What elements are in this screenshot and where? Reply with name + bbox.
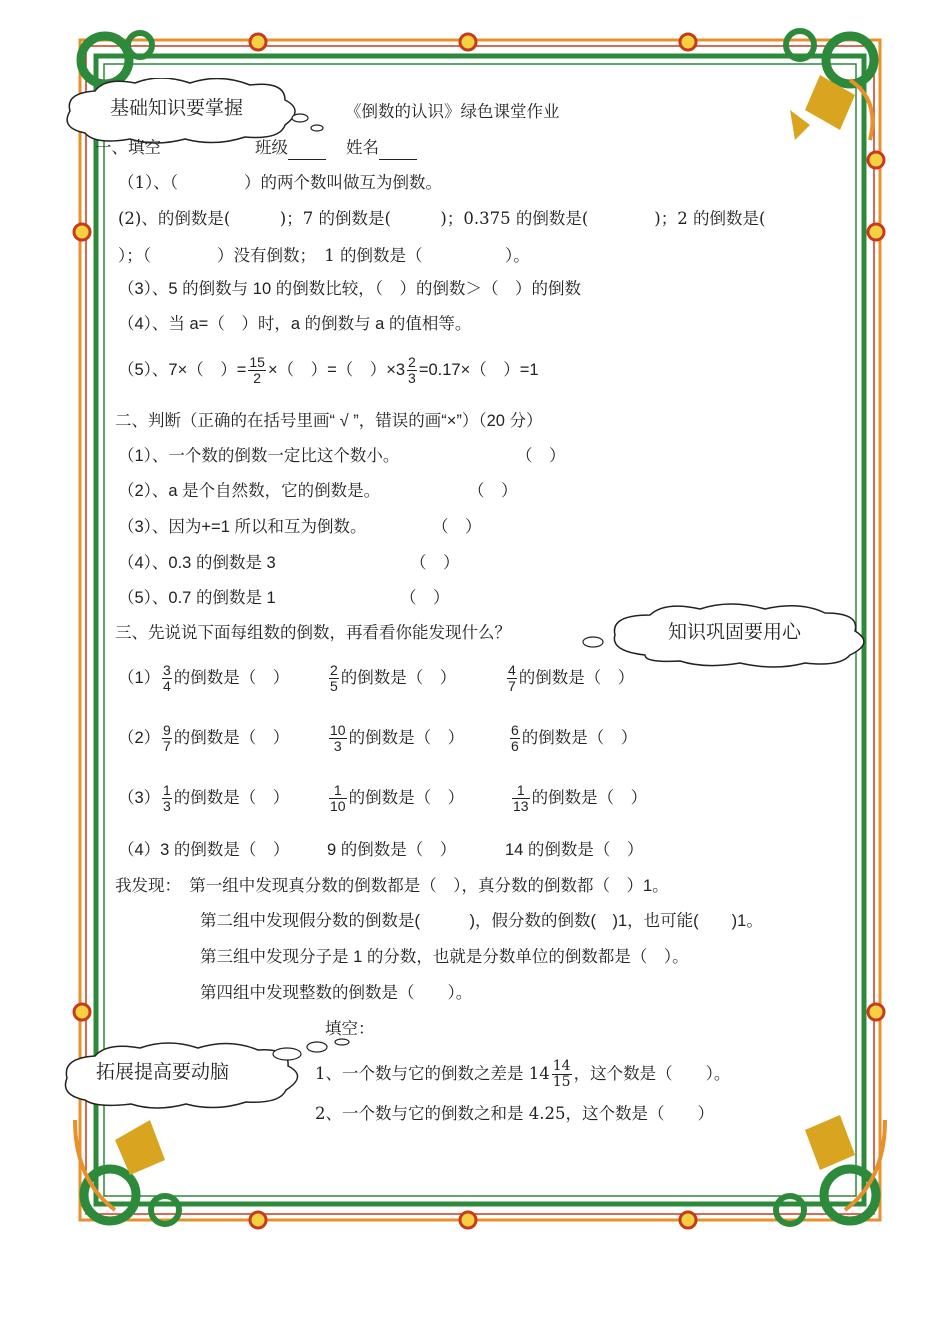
worksheet-title: 《倒数的认识》绿色课堂作业 xyxy=(345,102,560,121)
fraction: $\frac{2}{5}$ xyxy=(330,662,338,695)
fill-q5: （5）、7×（ ）= $\frac{15}{2}$ ×（ ）=（ ）×3 $\frac{2}{3}$ =0.17×（ ）=1 xyxy=(118,354,539,387)
fill-q2-line2: ）；（ ）没有倒数； 1 的倒数是（ ）。 xyxy=(118,246,530,265)
group-row-1: （1） xyxy=(118,669,161,687)
extend-q2: 2、一个数与它的倒数之和是 4.25，这个数是（ ） xyxy=(315,1104,714,1123)
group-item: $\frac{3}{4}$ 的倒数是（ ） xyxy=(163,662,290,695)
group-row-4-a: （4）3 的倒数是（ ） xyxy=(118,841,290,859)
section-judge-title: 二、判断（正确的在括号里画“ √ ”，错误的画“×”）（20 分） xyxy=(115,412,543,430)
fraction: $\frac{1}{3}$ xyxy=(163,782,171,815)
fraction: $\frac{2}{3}$ xyxy=(408,354,416,387)
extend-q1: 1、一个数与它的倒数之差是 14 $\frac{14}{15}$ ，这个数是（ ）。 xyxy=(315,1058,731,1090)
fill-q4: （4）、当 a=（ ）时，a 的倒数与 a 的值相等。 xyxy=(118,315,472,333)
section-groups-title: 三、先说说下面每组数的倒数，再看看你能发现什么？ xyxy=(115,624,511,642)
group-row-4-b: 9 的倒数是（ ） xyxy=(327,841,457,859)
judge-q3: （3）、因为+=1 所以和互为倒数。 xyxy=(118,518,367,536)
fraction: $\frac{4}{7}$ xyxy=(508,662,516,695)
judge-q4: （4）、0.3 的倒数是 3 xyxy=(118,554,276,572)
discover-2: 第二组中发现假分数的倒数是( )，假分数的倒数( )1，也可能( )1。 xyxy=(200,912,763,930)
group-item: $\frac{1}{3}$ 的倒数是（ ） xyxy=(163,782,290,815)
corner-ornament-icon xyxy=(786,31,874,140)
judge-q4-answer[interactable]: （ ） xyxy=(410,554,460,572)
judge-q1-answer[interactable]: （ ） xyxy=(516,447,566,465)
judge-q1: （1）、一个数的倒数一定比这个数小。 xyxy=(118,447,400,465)
fill-q2-line1: (2)、的倒数是( )；7 的倒数是( )；0.375 的倒数是( )；2 的倒数是( xyxy=(118,209,766,228)
section-fill-title: 一、填空 xyxy=(95,138,161,157)
fraction: $\frac{3}{4}$ xyxy=(163,662,171,695)
discover-1: 我发现： 第一组中发现真分数的倒数都是（ ），真分数的倒数都（ ）1。 xyxy=(115,877,669,895)
badge-basic-text: 基础知识要掌握 xyxy=(110,97,244,119)
name-field[interactable] xyxy=(346,137,417,160)
fraction: $\frac{10}{3}$ xyxy=(330,722,346,755)
judge-q5: （5）、0.7 的倒数是 1 xyxy=(118,589,276,607)
group-item: $\frac{4}{7}$ 的倒数是（ ） xyxy=(508,662,635,695)
judge-q2: （2）、a 是个自然数，它的倒数是。 xyxy=(118,482,381,500)
fraction: $\frac{9}{7}$ xyxy=(163,722,171,755)
badge-extend-text: 拓展提高要动脑 xyxy=(96,1061,230,1083)
judge-q3-answer[interactable]: （ ） xyxy=(432,518,482,536)
group-item: $\frac{2}{5}$ 的倒数是（ ） xyxy=(330,662,457,695)
extend-title: 填空： xyxy=(325,1019,375,1038)
discover-4: 第四组中发现整数的倒数是（ ）。 xyxy=(200,984,473,1002)
fraction: $\frac{1}{13}$ xyxy=(513,782,529,815)
class-label: 班级 xyxy=(255,138,288,157)
class-field[interactable] xyxy=(255,137,326,160)
fraction: $\frac{6}{6}$ xyxy=(511,722,519,755)
group-row-4-c: 14 的倒数是（ ） xyxy=(505,841,644,859)
group-item: $\frac{1}{13}$ 的倒数是（ ） xyxy=(513,782,648,815)
badge-consolidate-text: 知识巩固要用心 xyxy=(668,621,802,643)
group-item: $\frac{9}{7}$ 的倒数是（ ） xyxy=(163,722,290,755)
judge-q5-answer[interactable]: （ ） xyxy=(400,589,450,607)
fraction: $\frac{14}{15}$ xyxy=(552,1058,571,1090)
fill-q3: （3）、5 的倒数与 10 的倒数比较，（ ）的倒数＞（ ）的倒数 xyxy=(118,280,581,298)
group-item: $\frac{1}{10}$ 的倒数是（ ） xyxy=(330,782,465,815)
corner-ornament-icon xyxy=(75,1120,179,1224)
fill-q1: （1）、（ ）的两个数叫做互为倒数。 xyxy=(118,173,442,192)
group-item: $\frac{6}{6}$ 的倒数是（ ） xyxy=(511,722,638,755)
fraction: $\frac{15}{2}$ xyxy=(249,354,265,387)
judge-q2-answer[interactable]: （ ） xyxy=(468,482,518,500)
fraction: $\frac{1}{10}$ xyxy=(330,782,346,815)
group-row-3: （3） xyxy=(118,789,161,807)
group-row-2: （2） xyxy=(118,729,161,747)
group-item: $\frac{10}{3}$ 的倒数是（ ） xyxy=(330,722,465,755)
corner-ornament-icon xyxy=(776,1115,885,1224)
discover-3: 第三组中发现分子是 1 的分数，也就是分数单位的倒数都是（ ）。 xyxy=(200,948,689,966)
name-label: 姓名 xyxy=(346,138,379,157)
